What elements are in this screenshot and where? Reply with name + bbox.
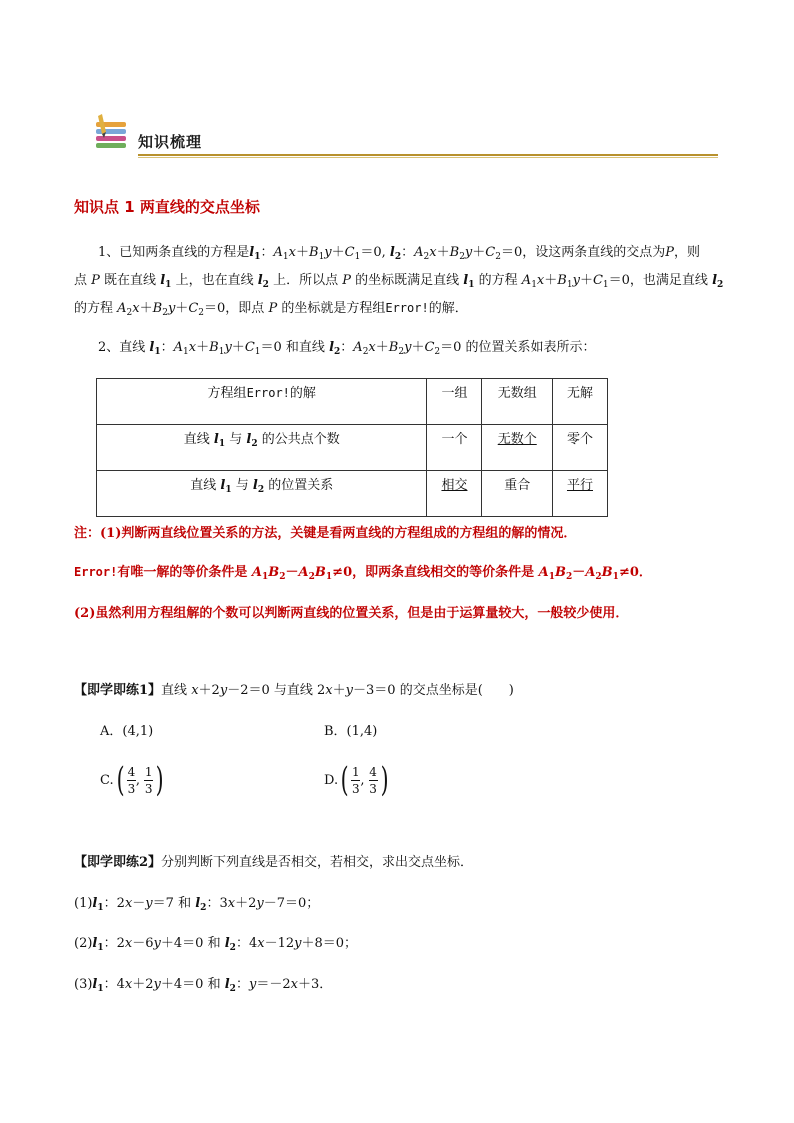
section-heading: 知识点 1 两直线的交点坐标	[74, 198, 260, 216]
table-cell: 一组	[427, 379, 482, 425]
table-cell: 重合	[482, 471, 553, 517]
banner-rule-thin	[138, 157, 718, 158]
pencil-stack-icon	[92, 114, 140, 158]
table-row	[97, 471, 608, 517]
table-row	[97, 379, 608, 425]
option-d: D. ( 1 3 , 4 3 )	[324, 760, 389, 800]
banner-title: 知识梳理	[138, 133, 203, 151]
relation-table	[96, 378, 608, 517]
note-3: (2)虽然利用方程组解的个数可以判断两直线的位置关系，但是由于运算量较大，一般较少使用．	[74, 606, 629, 621]
exercise-2-question: 【即学即练2】分别判断下列直线是否相交，若相交，求出交点坐标．	[74, 855, 474, 870]
table-cell: 无解	[553, 379, 608, 425]
paragraph-1-line-3: 的方程 $A_2x+B_2y+C_2=0$，即点 P 的坐标就是方程组Error!的解．	[74, 301, 468, 318]
table-cell: 一个	[427, 425, 482, 471]
banner-rule	[138, 154, 718, 156]
paragraph-2: 2、直线 $l_1$：$A_1x+B_1y+C_1=0$ 和直线 $l_2$：$A_2x+B_2y+C_2=0$ 的位置关系如表所示：	[98, 340, 596, 357]
table-cell: 平行	[553, 471, 608, 517]
note-2: Error!有唯一解的等价条件是 $A_1B_2-A_2B_1\ne 0$，即两条直线相交的等价条件是 $A_1B_2-A_2B_1\ne 0$．	[74, 565, 652, 582]
table-cell: 直线 $l_1$ 与 $l_2$ 的公共点个数	[97, 425, 427, 471]
table-cell: 直线 $l_1$ 与 $l_2$ 的位置关系	[97, 471, 427, 517]
exercise-2-item-2: $(2)l_1$：2x－6y＋4＝0 和 $l_2$：4x－12y＋8＝0；	[74, 936, 358, 953]
table-cell: 方程组Error!的解	[97, 379, 427, 425]
paragraph-1-line-2: 点 P 既在直线 $l_1$ 上，也在直线 $l_2$ 上．所以点 P 的坐标既满足直线 $l_1$ 的方程 $A_1x+B_1y+C_1=0$，也满足直线 $l_2$	[74, 273, 724, 290]
exercise-1-question: 【即学即练1】直线 x＋2y－2＝0 与直线 2x＋y－3＝0 的交点坐标是( )	[74, 683, 514, 698]
option-b: B．(1,4)	[324, 724, 378, 739]
table-cell: 无数个	[482, 425, 553, 471]
section-banner	[92, 114, 718, 162]
exercise-2-item-3: $(3)l_1$：4x＋2y＋4＝0 和 $l_2$：y＝－2x＋3．	[74, 977, 333, 994]
table-cell: 零个	[553, 425, 608, 471]
note-1: 注：(1)判断两直线位置关系的方法，关键是看两直线的方程组成的方程组的解的情况．	[74, 526, 577, 541]
exercise-2-item-1: $(1)l_1$：2x－y＝7 和 $l_2$：3x＋2y－7＝0；	[74, 896, 320, 913]
paragraph-1-line-1: 1、已知两条直线的方程是$l_1$：$A_1x+B_1y+C_1=0$, $l_2$：$A_2x+B_2y+C_2=0$，设这两条直线的交点为P，则	[98, 245, 701, 262]
option-a: A．(4,1)	[100, 724, 154, 739]
option-c: C. ( 4 3 , 1 3 )	[100, 760, 164, 800]
table-row	[97, 425, 608, 471]
table-cell: 无数组	[482, 379, 553, 425]
table-cell: 相交	[427, 471, 482, 517]
